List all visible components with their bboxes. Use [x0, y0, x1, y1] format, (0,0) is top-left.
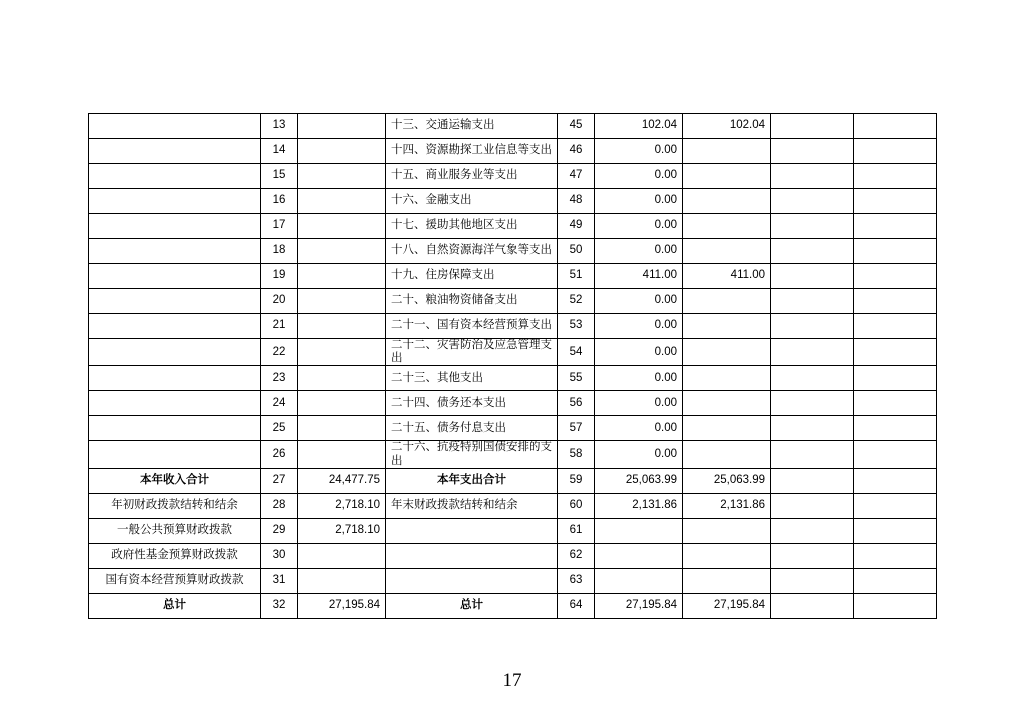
table-cell [771, 264, 854, 289]
table-cell: 0.00 [595, 416, 683, 441]
table-cell [683, 214, 771, 239]
table-cell: 24 [261, 391, 298, 416]
table-cell [386, 518, 558, 543]
table-cell: 30 [261, 543, 298, 568]
table-cell [771, 593, 854, 618]
table-cell: 2,131.86 [595, 493, 683, 518]
table-cell: 54 [558, 339, 595, 366]
table-cell: 60 [558, 493, 595, 518]
table-cell: 15 [261, 164, 298, 189]
table-cell [683, 568, 771, 593]
table-cell [595, 568, 683, 593]
table-cell [298, 189, 386, 214]
table-cell: 0.00 [595, 391, 683, 416]
table-cell [771, 164, 854, 189]
table-cell [771, 518, 854, 543]
table-cell: 总计 [386, 593, 558, 618]
table-cell: 24,477.75 [298, 468, 386, 493]
table-cell [771, 568, 854, 593]
table-cell: 0.00 [595, 339, 683, 366]
table-cell [854, 264, 937, 289]
table-row [89, 239, 937, 264]
table-cell: 0.00 [595, 314, 683, 339]
table-cell [771, 239, 854, 264]
table-cell [771, 339, 854, 366]
table-cell: 102.04 [683, 114, 771, 139]
table-cell [771, 543, 854, 568]
table-cell: 47 [558, 164, 595, 189]
table-row [89, 468, 937, 493]
table-cell [854, 416, 937, 441]
table-cell [683, 366, 771, 391]
table-row [89, 391, 937, 416]
table-cell [854, 139, 937, 164]
table-cell: 16 [261, 189, 298, 214]
table-cell: 57 [558, 416, 595, 441]
table-cell [298, 391, 386, 416]
table-cell: 年初财政拨款结转和结余 [89, 493, 261, 518]
table-row [89, 114, 937, 139]
table-cell: 二十六、抗疫特别国债安排的支出 [386, 441, 558, 468]
table-cell [683, 518, 771, 543]
table-row [89, 568, 937, 593]
table-cell: 50 [558, 239, 595, 264]
table-cell [771, 391, 854, 416]
budget-table-body [89, 114, 937, 619]
table-cell [854, 391, 937, 416]
table-row [89, 314, 937, 339]
table-cell [89, 114, 261, 139]
table-cell: 102.04 [595, 114, 683, 139]
table-row [89, 593, 937, 618]
table-cell [854, 289, 937, 314]
table-cell [89, 214, 261, 239]
table-cell [298, 164, 386, 189]
table-cell: 十七、援助其他地区支出 [386, 214, 558, 239]
table-cell: 55 [558, 366, 595, 391]
table-cell [683, 314, 771, 339]
table-cell: 411.00 [683, 264, 771, 289]
table-cell [771, 416, 854, 441]
table-cell: 53 [558, 314, 595, 339]
table-cell [854, 493, 937, 518]
table-cell [854, 518, 937, 543]
table-cell [854, 339, 937, 366]
table-cell: 61 [558, 518, 595, 543]
table-row [89, 289, 937, 314]
table-cell [298, 339, 386, 366]
table-cell [89, 139, 261, 164]
table-cell: 64 [558, 593, 595, 618]
table-cell [89, 289, 261, 314]
table-cell [298, 366, 386, 391]
table-cell: 2,718.10 [298, 518, 386, 543]
table-cell: 十五、商业服务业等支出 [386, 164, 558, 189]
table-cell [854, 114, 937, 139]
table-cell: 23 [261, 366, 298, 391]
table-cell: 0.00 [595, 189, 683, 214]
table-cell [771, 366, 854, 391]
table-cell: 26 [261, 441, 298, 468]
table-cell: 年末财政拨款结转和结余 [386, 493, 558, 518]
table-cell [683, 289, 771, 314]
table-cell: 29 [261, 518, 298, 543]
table-cell: 0.00 [595, 164, 683, 189]
table-row [89, 441, 937, 468]
table-cell: 48 [558, 189, 595, 214]
table-cell [89, 416, 261, 441]
table-cell: 2,718.10 [298, 493, 386, 518]
table-cell [771, 289, 854, 314]
table-cell [89, 164, 261, 189]
table-row [89, 214, 937, 239]
table-cell: 二十四、债务还本支出 [386, 391, 558, 416]
table-cell [298, 239, 386, 264]
table-cell [89, 314, 261, 339]
table-cell [386, 568, 558, 593]
table-cell: 59 [558, 468, 595, 493]
table-row [89, 543, 937, 568]
table-cell: 32 [261, 593, 298, 618]
table-cell: 27,195.84 [298, 593, 386, 618]
table-row [89, 493, 937, 518]
table-cell [298, 568, 386, 593]
table-cell [854, 366, 937, 391]
table-cell [89, 391, 261, 416]
table-row [89, 518, 937, 543]
table-cell: 22 [261, 339, 298, 366]
table-cell [298, 289, 386, 314]
table-cell: 二十三、其他支出 [386, 366, 558, 391]
table-cell: 0.00 [595, 239, 683, 264]
table-cell [386, 543, 558, 568]
table-cell [854, 543, 937, 568]
table-cell [854, 568, 937, 593]
budget-table-container [88, 113, 936, 619]
table-cell [683, 543, 771, 568]
table-cell: 27 [261, 468, 298, 493]
table-cell: 25,063.99 [683, 468, 771, 493]
table-cell [854, 214, 937, 239]
table-cell [89, 339, 261, 366]
table-cell: 政府性基金预算财政拨款 [89, 543, 261, 568]
table-cell: 21 [261, 314, 298, 339]
table-cell [771, 139, 854, 164]
table-cell [683, 391, 771, 416]
table-cell: 本年收入合计 [89, 468, 261, 493]
table-row [89, 164, 937, 189]
table-cell: 0.00 [595, 214, 683, 239]
table-row [89, 366, 937, 391]
table-cell [683, 139, 771, 164]
table-cell [89, 189, 261, 214]
table-cell [298, 314, 386, 339]
table-cell: 27,195.84 [595, 593, 683, 618]
table-cell: 二十、粮油物资储备支出 [386, 289, 558, 314]
table-cell: 国有资本经营预算财政拨款 [89, 568, 261, 593]
table-cell: 二十一、国有资本经营预算支出 [386, 314, 558, 339]
table-cell [683, 189, 771, 214]
table-cell: 20 [261, 289, 298, 314]
table-cell [854, 593, 937, 618]
table-cell [298, 543, 386, 568]
table-cell [683, 164, 771, 189]
table-cell [854, 189, 937, 214]
table-cell [595, 518, 683, 543]
table-cell [595, 543, 683, 568]
table-cell [771, 189, 854, 214]
table-cell: 十三、交通运输支出 [386, 114, 558, 139]
table-cell [854, 441, 937, 468]
budget-table [88, 113, 937, 619]
table-cell: 51 [558, 264, 595, 289]
table-cell: 411.00 [595, 264, 683, 289]
table-cell [771, 314, 854, 339]
table-cell [854, 314, 937, 339]
page-number: 17 [502, 670, 522, 691]
table-cell: 63 [558, 568, 595, 593]
table-cell [89, 366, 261, 391]
table-cell: 58 [558, 441, 595, 468]
table-cell: 14 [261, 139, 298, 164]
table-cell: 56 [558, 391, 595, 416]
table-row [89, 416, 937, 441]
table-cell: 二十二、灾害防治及应急管理支出 [386, 339, 558, 366]
table-cell [854, 468, 937, 493]
table-row [89, 139, 937, 164]
table-cell [89, 264, 261, 289]
table-cell [298, 416, 386, 441]
table-cell [298, 264, 386, 289]
table-cell: 一般公共预算财政拨款 [89, 518, 261, 543]
table-cell: 二十五、债务付息支出 [386, 416, 558, 441]
table-cell: 27,195.84 [683, 593, 771, 618]
table-cell [771, 441, 854, 468]
table-cell: 十六、金融支出 [386, 189, 558, 214]
table-cell: 18 [261, 239, 298, 264]
table-cell: 0.00 [595, 289, 683, 314]
table-row [89, 189, 937, 214]
table-cell [89, 441, 261, 468]
table-row [89, 339, 937, 366]
table-cell: 31 [261, 568, 298, 593]
table-cell [298, 139, 386, 164]
table-cell [854, 164, 937, 189]
table-row [89, 264, 937, 289]
table-cell: 13 [261, 114, 298, 139]
table-cell [771, 114, 854, 139]
table-cell: 十四、资源勘探工业信息等支出 [386, 139, 558, 164]
table-cell [683, 339, 771, 366]
table-cell [683, 239, 771, 264]
table-cell: 0.00 [595, 139, 683, 164]
table-cell: 本年支出合计 [386, 468, 558, 493]
table-cell: 17 [261, 214, 298, 239]
table-cell [771, 214, 854, 239]
table-cell: 25,063.99 [595, 468, 683, 493]
table-cell: 十九、住房保障支出 [386, 264, 558, 289]
table-cell [771, 468, 854, 493]
table-cell: 45 [558, 114, 595, 139]
table-cell: 19 [261, 264, 298, 289]
table-cell [298, 441, 386, 468]
table-cell: 46 [558, 139, 595, 164]
table-cell [89, 239, 261, 264]
table-cell: 62 [558, 543, 595, 568]
table-cell [771, 493, 854, 518]
table-cell: 52 [558, 289, 595, 314]
table-cell [854, 239, 937, 264]
table-cell [298, 114, 386, 139]
table-cell [683, 416, 771, 441]
table-cell: 0.00 [595, 366, 683, 391]
table-cell: 总计 [89, 593, 261, 618]
table-cell [683, 441, 771, 468]
table-cell: 28 [261, 493, 298, 518]
table-cell: 十八、自然资源海洋气象等支出 [386, 239, 558, 264]
table-cell: 2,131.86 [683, 493, 771, 518]
table-cell: 49 [558, 214, 595, 239]
table-cell: 0.00 [595, 441, 683, 468]
table-cell [298, 214, 386, 239]
table-cell: 25 [261, 416, 298, 441]
